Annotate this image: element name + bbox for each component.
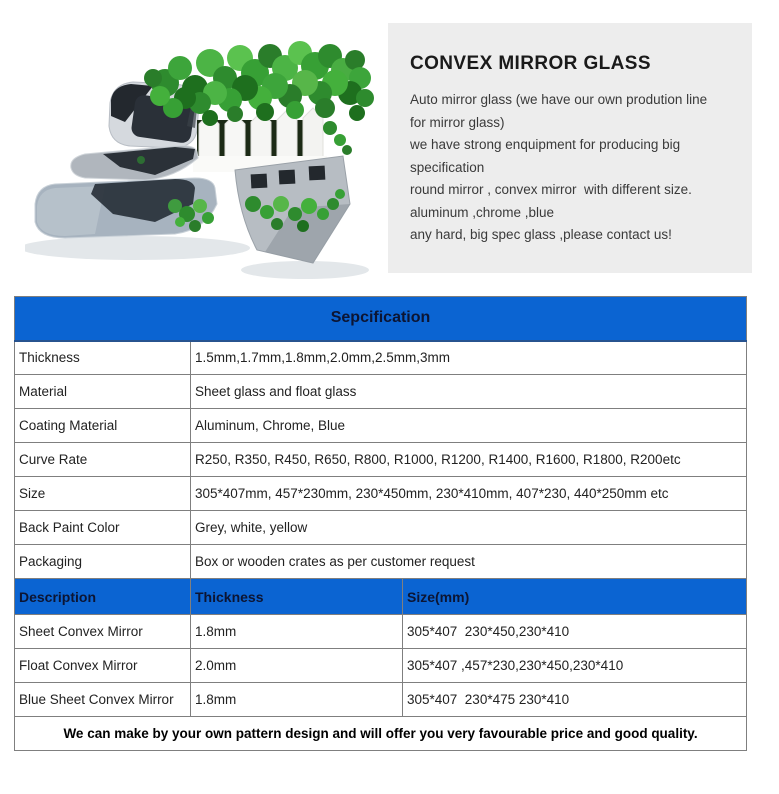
info-line: aluminum ,chrome ,blue bbox=[410, 204, 555, 220]
info-line: any hard, big spec glass ,please contact us! bbox=[410, 227, 672, 242]
info-panel bbox=[388, 23, 752, 273]
footer-note: We can make by your own pattern design and will offer you very favourable price and good quality. bbox=[15, 717, 747, 751]
product-table-header-row bbox=[15, 579, 747, 615]
spec-label: Coating Material bbox=[15, 409, 191, 443]
product-size: 305*407 230*450,230*410 bbox=[403, 615, 747, 649]
spec-label: Back Paint Color bbox=[15, 511, 191, 545]
mirror-long-narrow bbox=[71, 146, 198, 180]
product-thickness: 1.8mm bbox=[191, 615, 403, 649]
spec-row-material bbox=[15, 375, 747, 409]
product-name: Sheet Convex Mirror bbox=[15, 615, 191, 649]
info-line: we have strong enquipment for producing big bbox=[410, 137, 681, 152]
info-line: for mirror glass) bbox=[410, 114, 505, 130]
product-name: Blue Sheet Convex Mirror bbox=[15, 683, 191, 717]
top-section bbox=[0, 0, 779, 296]
column-header-description: Description bbox=[15, 579, 191, 615]
spec-row-curve-rate bbox=[15, 443, 747, 477]
product-size: 305*407 230*475 230*410 bbox=[403, 683, 747, 717]
info-line: specification bbox=[410, 159, 485, 175]
spec-label: Curve Rate bbox=[15, 443, 191, 477]
spec-table bbox=[14, 296, 747, 751]
spec-row-back-paint-color bbox=[15, 511, 747, 545]
spec-row-packaging bbox=[15, 545, 747, 579]
spec-label: Material bbox=[15, 375, 191, 409]
mirror-right-quad bbox=[235, 156, 350, 263]
product-thickness: 2.0mm bbox=[191, 649, 403, 683]
spec-label: Thickness bbox=[15, 341, 191, 375]
info-line: Auto mirror glass (we have our own prodution line bbox=[410, 92, 708, 107]
spec-table-title: Sepcification bbox=[15, 297, 747, 341]
spec-label: Packaging bbox=[15, 545, 191, 579]
product-row-float-convex-mirror bbox=[15, 649, 747, 683]
product-row-sheet-convex-mirror bbox=[15, 615, 747, 649]
info-line: round mirror , convex mirror with different size. bbox=[410, 182, 692, 197]
mirror-large-blue bbox=[35, 178, 217, 238]
spec-value: Grey, white, yellow bbox=[191, 511, 747, 545]
spec-label: Size bbox=[15, 477, 191, 511]
product-photo-illustration bbox=[25, 8, 390, 293]
spec-table-title-row bbox=[15, 297, 747, 341]
product-photo bbox=[25, 8, 390, 293]
column-header-size: Size(mm) bbox=[403, 579, 747, 615]
spec-value: Box or wooden crates as per customer request bbox=[191, 545, 747, 579]
spec-value: R250, R350, R450, R650, R800, R1000, R1200, R1400, R1600, R1800, R200etc bbox=[191, 443, 747, 477]
product-name: Float Convex Mirror bbox=[15, 649, 191, 683]
spec-row-thickness bbox=[15, 341, 747, 375]
spec-value: 305*407mm, 457*230mm, 230*450mm, 230*410mm, 407*230, 440*250mm etc bbox=[191, 477, 747, 511]
spec-value: Aluminum, Chrome, Blue bbox=[191, 409, 747, 443]
footer-row bbox=[15, 717, 747, 751]
spec-row-size bbox=[15, 477, 747, 511]
product-row-blue-sheet-convex-mirror bbox=[15, 683, 747, 717]
info-title: CONVEX MIRROR GLASS bbox=[410, 53, 651, 74]
spec-row-coating-material bbox=[15, 409, 747, 443]
product-thickness: 1.8mm bbox=[191, 683, 403, 717]
product-size: 305*407 ,457*230,230*450,230*410 bbox=[403, 649, 747, 683]
column-header-thickness: Thickness bbox=[191, 579, 403, 615]
spec-value: 1.5mm,1.7mm,1.8mm,2.0mm,2.5mm,3mm bbox=[191, 341, 747, 375]
spec-value: Sheet glass and float glass bbox=[191, 375, 747, 409]
